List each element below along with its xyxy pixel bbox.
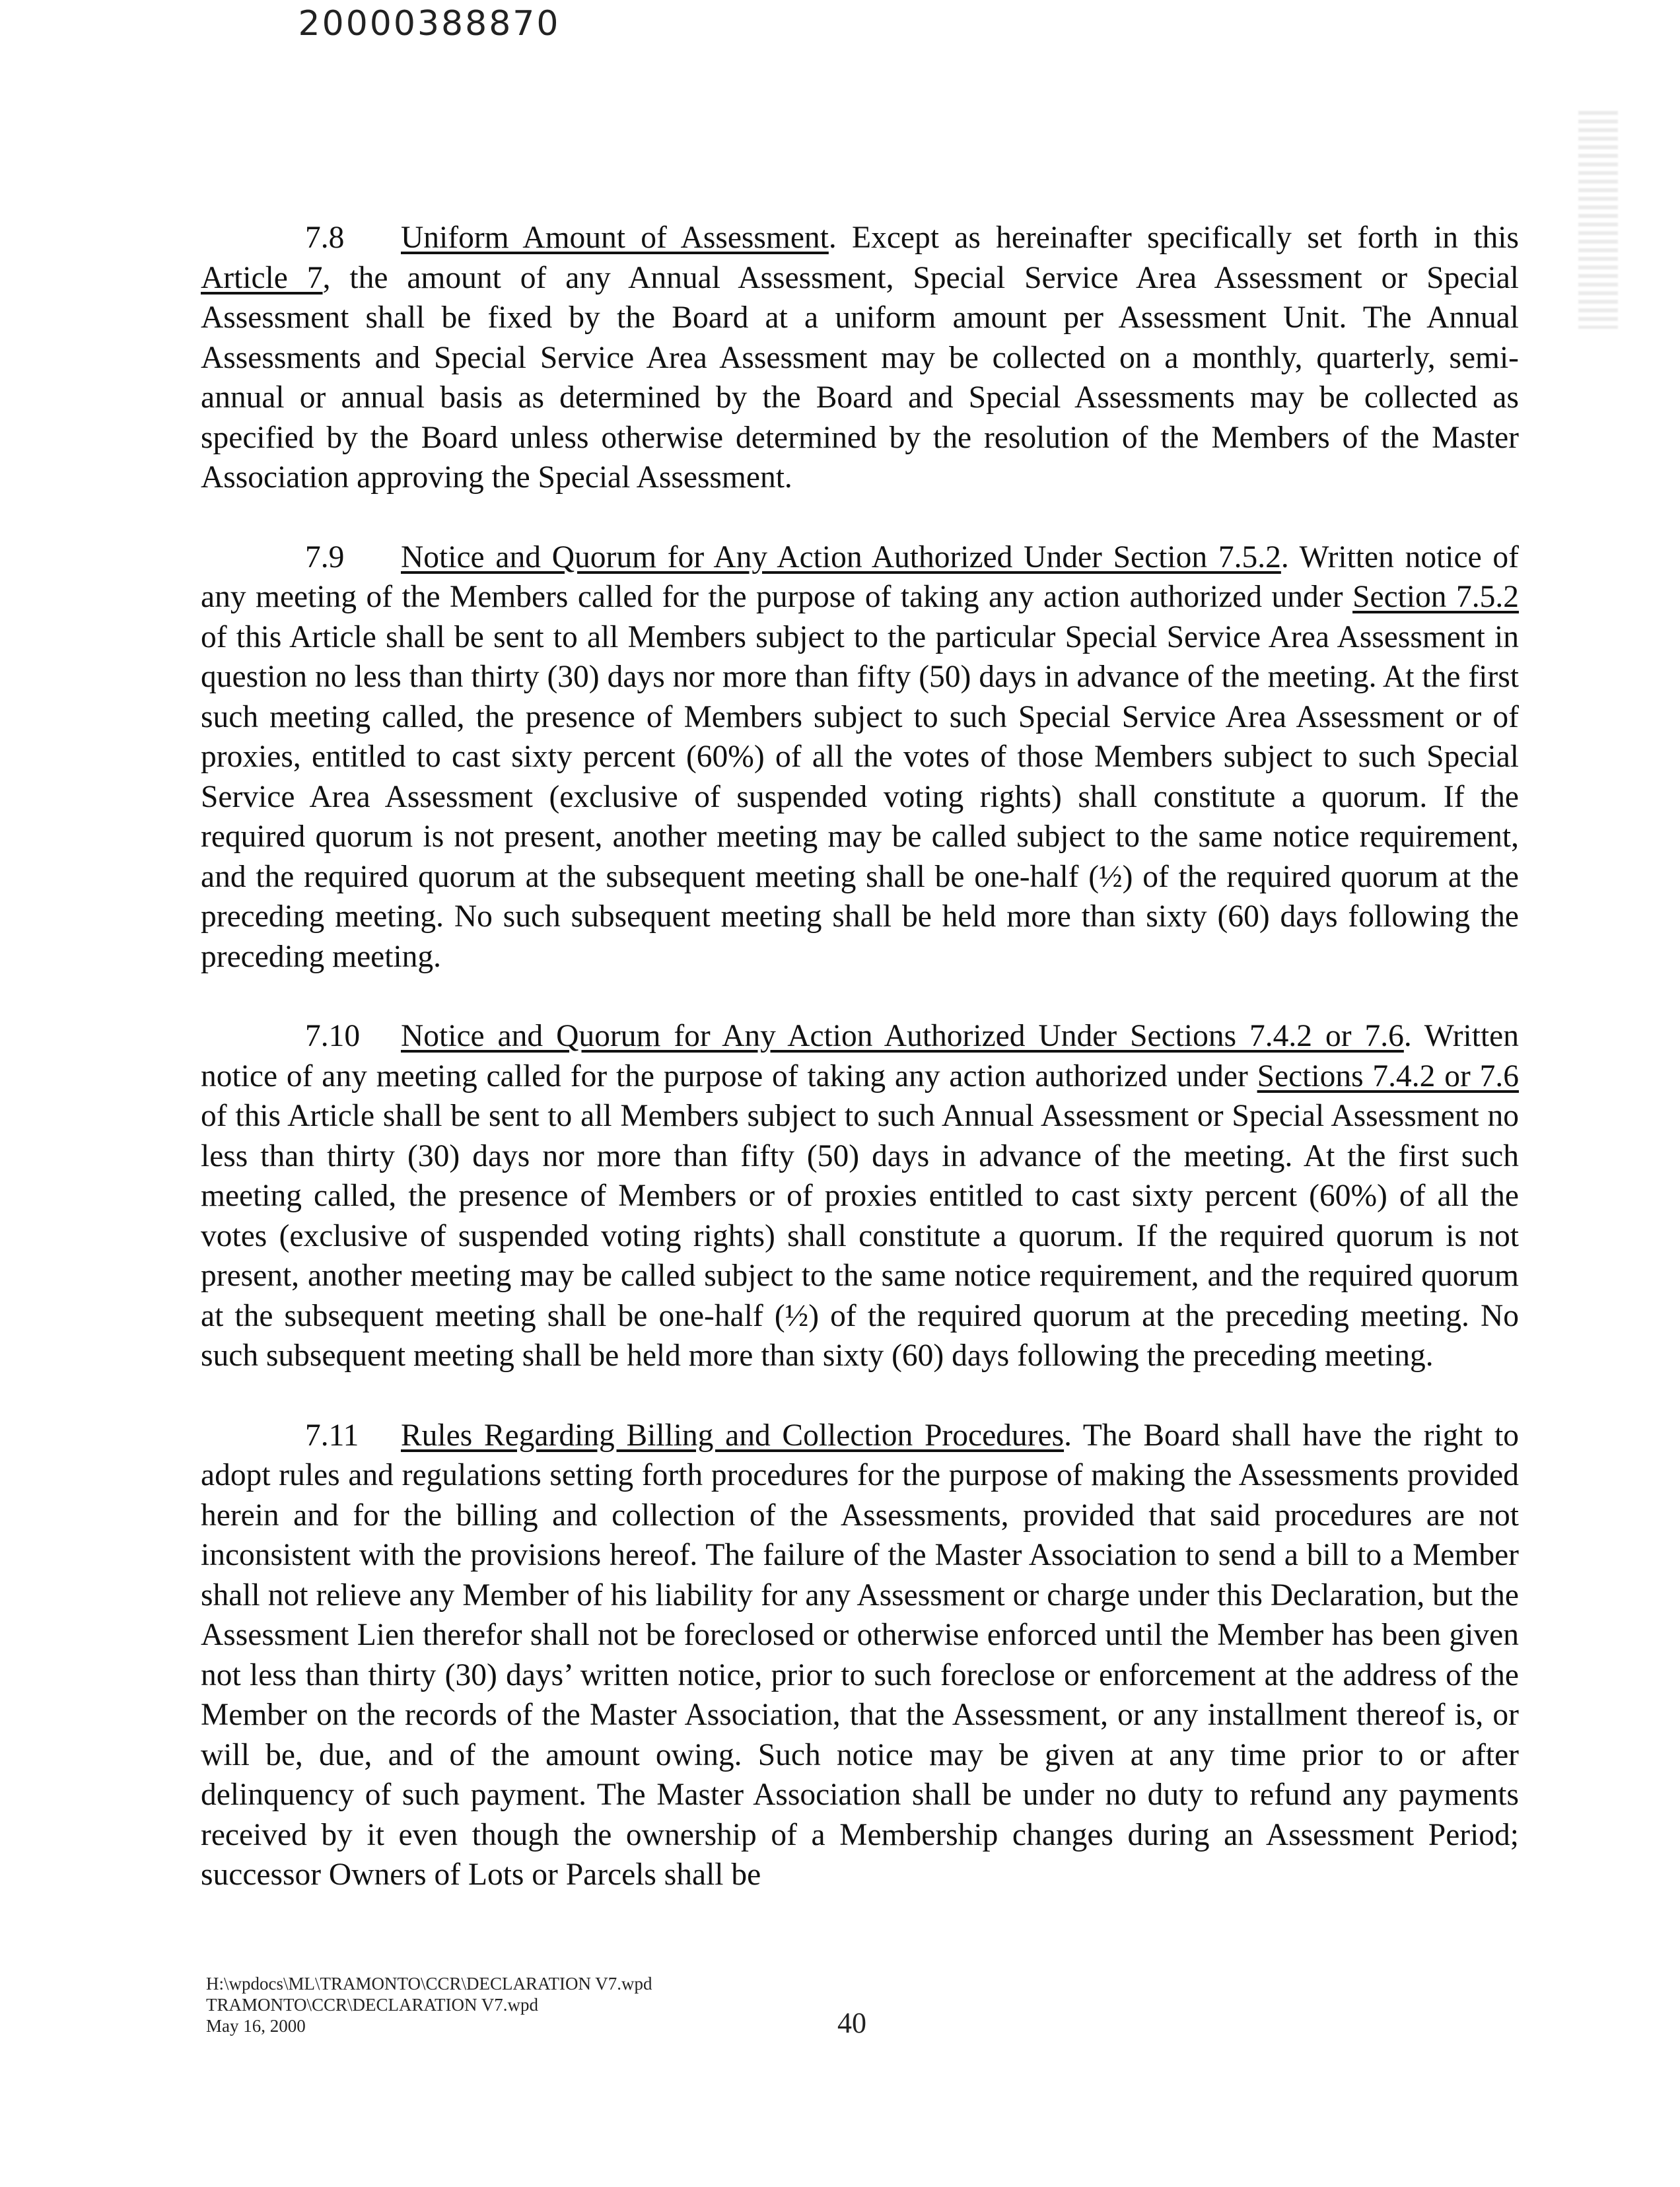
document-number: 20000388870 (298, 4, 561, 44)
section-paragraph (201, 218, 1519, 498)
section-number: 7.11 (305, 1418, 359, 1453)
section-number: 7.8 (305, 221, 345, 255)
page-number: 40 (837, 2007, 866, 2039)
section-title: Uniform Amount of Assessment (401, 221, 829, 255)
recording-stamp (1578, 111, 1618, 329)
section-7-8 (201, 218, 1519, 498)
section-7-9 (201, 538, 1519, 977)
footer-path-line: TRAMONTO\CCR\DECLARATION V7.wpd (206, 1995, 539, 2015)
section-text: . Written notice of any meeting of the Members called for the purpose of taking any action authorized under (201, 539, 1519, 614)
section-text: . Written notice of any meeting called for the purpose of taking any action authorized under (201, 1019, 1519, 1094)
footer-file-path (206, 1973, 652, 2036)
section-paragraph (201, 1416, 1519, 1895)
section-title: Rules Regarding Billing and Collection Procedures (401, 1418, 1065, 1453)
cross-reference: Article 7 (201, 260, 323, 295)
cross-reference: Section 7.5.2 (1352, 580, 1519, 614)
section-title: Notice and Quorum for Any Action Authorized Under Sections 7.4.2 or 7.6 (401, 1019, 1404, 1053)
section-number: 7.9 (305, 539, 345, 574)
section-paragraph (201, 1016, 1519, 1376)
section-7-10 (201, 1016, 1519, 1376)
footer-date: May 16, 2000 (206, 2016, 306, 2036)
section-text: of this Article shall be sent to all Members subject to such Annual Assessment or Special Assessment no less than thirty (30) days nor more than fifty (50) days in advance of the meeting. At the first such meeting called, the presence of Members or of proxies entitled to cast sixty percent (60%) of all the votes (exclusive of suspended voting rights) shall constitute a quorum. If the required quorum is not present, another meeting may be called subject to the same notice requirement, and the required quorum at the subsequent meeting shall be one-half (½) of the required quorum at the preceding meeting. No such subsequent meeting shall be held more than sixty (60) days following the preceding meeting. (201, 1099, 1519, 1373)
section-7-11 (201, 1416, 1519, 1895)
document-body (201, 218, 1519, 1935)
footer-path-line: H:\wpdocs\ML\TRAMONTO\CCR\DECLARATION V7.wpd (206, 1974, 652, 1994)
section-text: of this Article shall be sent to all Members subject to the particular Special Service Area Assessment in question no less than thirty (30) days nor more than fifty (50) days in advance of the meeting. At the first such meeting called, the presence of Members subject to such Special Service Area Assessment or of proxies, entitled to cast sixty percent (60%) of all the votes of those Members subject to such Special Service Area Assessment (exclusive of suspended voting rights) shall constitute a quorum. If the required quorum is not present, another meeting may be called subject to the same notice requirement, and the required quorum at the subsequent meeting shall be one-half (½) of the required quorum at the preceding meeting. No such subsequent meeting shall be held more than sixty (60) days following the preceding meeting. (201, 619, 1519, 974)
section-paragraph (201, 538, 1519, 977)
section-title: Notice and Quorum for Any Action Authorized Under Section 7.5.2 (401, 539, 1281, 574)
section-text: . Except as hereinafter specifically set forth in this (828, 221, 1519, 255)
section-text: , the amount of any Annual Assessment, Special Service Area Assessment or Special Assessment shall be fixed by the Board at a uniform amount per Assessment Unit. The Annual Assessments and Special Service Area Assessment may be collected on a monthly, quarterly, semi-annual or annual basis as determined by the Board and Special Assessments may be collected as specified by the Board unless otherwise determined by the resolution of the Members of the Master Association approving the Special Assessment. (201, 260, 1519, 495)
section-number: 7.10 (305, 1019, 361, 1053)
section-text: . The Board shall have the right to adopt rules and regulations setting forth procedures for the purpose of making the Assessments provided herein and for the billing and collection of the Assessments, provided that said procedures are not inconsistent with the provisions hereof. The failure of the Master Association to send a bill to a Member shall not relieve any Member of his liability for any Assessment or charge under this Declaration, but the Assessment Lien therefor shall not be foreclosed or otherwise enforced until the Member has been given not less than thirty (30) days’ written notice, prior to such foreclose or enforcement at the address of the Member on the records of the Master Association, that the Assessment, or any installment thereof is, or will be, due, and of the amount owing. Such notice may be given at any time prior to or after delinquency of such payment. The Master Association shall be under no duty to refund any payments received by it even though the ownership of a Membership changes during an Assessment Period; successor Owners of Lots or Parcels shall be (201, 1418, 1519, 1892)
cross-reference: Sections 7.4.2 or 7.6 (1257, 1059, 1519, 1094)
